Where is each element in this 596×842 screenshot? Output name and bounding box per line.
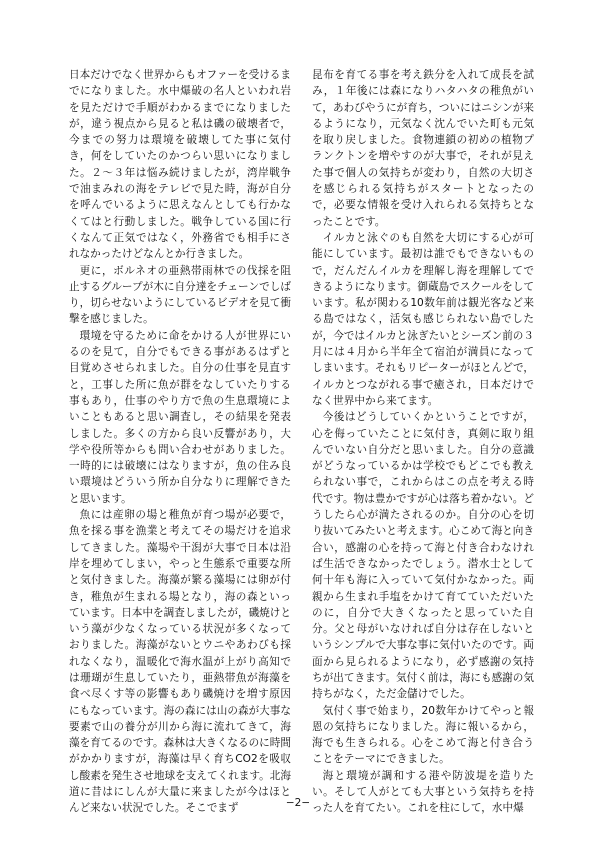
page-number: −2− [285, 797, 311, 809]
paragraph: 昆布を育てる事を考え鉄分を入れて成長を試み，１年後には森になりハタハタの稚魚がいて，あわびやうにが育ち，ついにはニシンが来るようになり，元気なく沈んでいた町も元気を取り戻しました。食物連鎖の初めの植物プランクトンを増やすのが大事で，それが見えた事で個人の気持ちが変わり，自然の大切さを感じられる気持ちがスタートとなったので，必要な情報を受け入れられる気持ちとなったことです。 [312, 69, 534, 228]
paragraph: イルカと泳ぐのも自然を大切にする心が可能にしています。最初は誰でもできないもので，だんだんイルカを理解し海を理解してできるようになります。御蔵島でスクールをしています。私が関わる10数年前は観光客など来る島ではなく，活気も感じられない島でしたが，今ではイルカと泳ぎたいとシーズン前の３月には４月から半年全て宿泊が満員になってしまいます。それもリピーターがほとんどで，イルカとつながれる事で癒され，日本だけでなく世界中から来てます。 [312, 231, 534, 407]
paragraph: 更に，ボルネオの亜熱帯雨林での伐採を阻止するグループが木に自分達をチェーンでしばり，切らせないようにしているビデオを見て衝撃を感じました。 [69, 264, 291, 326]
right-column [312, 67, 534, 817]
left-column [69, 67, 291, 817]
paragraph: 海と環境が調和する港や防波堤を造りたい。そして人がとても大事という気持ちを持った人を育てたい。これを柱にして，水中爆 [312, 769, 534, 815]
paragraph: 今後はどうしていくかということですが，心を侮っていたことに気付き，真剣に取り組んでいない自分だと思いました。自分の意識がどうなっているかは学校でもどこでも教えられない事で，これからはこの点を考える時代です。物は豊かですが心は落ち着かない。どうしたら心が満たされるのか。自分の心を切り抜いてみたいと考えます。心こめて海と向き合い，感謝の心を持って海と付き合わなければ生活できなかったでしょう。潜水士として何十年も海に入っていて気付かなかった。両親から生まれ手塩をかけて育てていただいたのに，自分で大きくなったと思っていた自分。父と母がいなければ自分は存在しないというシンプルで大事な事に気付いたのです。両面から見られるようになり，必ず感謝の気持ちが出てきます。気付く前は，海にも感謝の気持ちがなく，ただ金儲けでした。 [312, 411, 534, 701]
paragraph: 気付く事で始まり，20数年かけてやっと報恩の気持ちになりました。海に報いるから，海でも生きられる。心をこめて海と付き合うことをテーマにできました。 [312, 704, 534, 766]
paragraph: 日本だけでなく世界からもオファーを受けるまでになりました。水中爆破の名人といわれ岩を見ただけで手順がわかるまでになりましたが，違う視点から見ると私は磯の破壊者で，今までの努力は環境を破壊してた事に気付き，何をしていたのかつらい思いになりました。２～３年は悩み続けましたが，湾岸戦争で油まみれの海をテレビで見た時，海が自分を呼んでいるように思えなんとしても行かなくてはと行動しました。戦争している国に行くなんて正気ではなく，外務省でも相手にされなかったけどなんとか行きました。 [69, 69, 291, 261]
paragraph: 環境を守るために命をかける人が世界にいるのを見て，自分でもできる事があるはずと目覚めさせられました。自分の仕事を見直すと，工事した所に魚が群をなしていたりする事もあり，仕事のやり方で魚の生息環境によいこともあると思い調査し，その結果を発表しました。多くの方から良い反響があり，大学や役所等からも問い合わせがありました。一時的には破壊にはなりますが，魚の住み良い環境はどういう所か自分なりに理解できたと思います。 [69, 329, 291, 505]
paragraph: 魚には産卵の場と稚魚が育つ場が必要で，魚を採る事を漁業と考えてその場だけを追求してきました。藻場や干潟が大事で日本は沿岸を埋めてしまい，やっと生態系で重要な所と気付きました。海藻が繁る藻場には卵が付き，稚魚が生まれる場となり，海の森といっています。日本中を調査しましたが，磯焼けという藻が少なくなっている状況が多くなっておりました。海藻がないとウニやあわびも採れなくなり，温暖化で海水温が上がり高知では珊瑚が生息していたり，亜熱帯魚が海藻を食べ尽くす等の影響もあり磯焼けを増す原因にもなっています。海の森には山の森が大事な要素で山の養分が川から海に流れてきて，海藻を育てるのです。森林は大きくなるのに時間がかかりますが，海藻は早く育ちCO2を吸収し酸素を発生させ地球を支えてくれます。北海道に昔はにしんが大量に来ましたが今はほとんど来ない状況でした。そこでまず [69, 509, 291, 815]
